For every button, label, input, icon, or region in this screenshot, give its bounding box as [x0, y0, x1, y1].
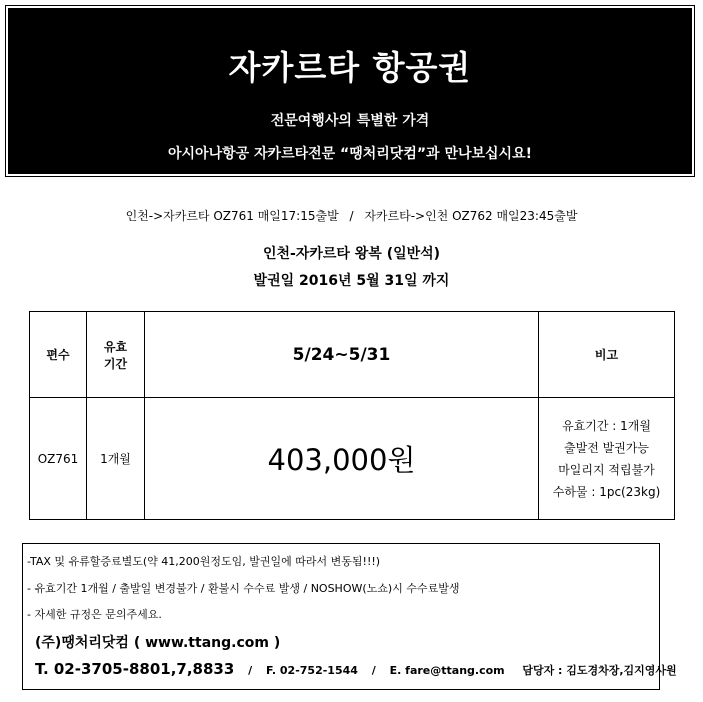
remark-item: 출발전 발권가능 — [564, 440, 649, 455]
header-validity-line2: 기간 — [103, 356, 128, 371]
fare-table — [29, 311, 675, 520]
header-period: 5/24~5/31 — [145, 312, 539, 398]
inbound-route: 자카르타->인천 OZ762 매일23:45출발 — [364, 209, 578, 223]
info-box — [22, 543, 677, 690]
header-remarks: 비고 — [539, 312, 675, 398]
contact-divider: / — [248, 664, 253, 677]
header-banner — [8, 8, 692, 174]
fax-number: F. 02-752-1544 — [266, 664, 358, 677]
banner-subtitle: 전문여행사의 특별한 가격 — [270, 113, 430, 129]
table-header-row — [30, 312, 675, 398]
cell-validity: 1개월 — [87, 398, 145, 520]
flight-route — [0, 207, 703, 224]
banner-tagline: 아시아나항공 자카르타전문 “땡처리닷컴”과 만나보십시요! — [168, 146, 532, 162]
outbound-route: 인천->자카르타 OZ761 매일17:15출발 — [125, 209, 339, 223]
contact-divider: / — [371, 664, 376, 677]
company-name: (주)땡처리닷컴 ( www.ttang.com ) — [35, 635, 281, 651]
issue-deadline: 발권일 2016년 5월 31일 까지 — [253, 273, 450, 289]
table-row — [30, 398, 675, 520]
info-rules-note: - 유효기간 1개월 / 출발일 변경불가 / 환불시 수수료 발생 / NOSHOW(노쇼)시 수수료발생 — [27, 582, 460, 595]
remark-item: 수하물 : 1pc(23kg) — [552, 484, 661, 499]
cell-remarks — [539, 398, 675, 520]
cell-flight: OZ761 — [30, 398, 87, 520]
header-flight: 편수 — [30, 312, 87, 398]
phone-number: T. 02-3705-8801,7,8833 — [35, 660, 235, 678]
remark-item: 마일리지 적립불가 — [558, 462, 655, 477]
manager-info: 담당자 : 김도경차장,김지영사원 — [522, 664, 677, 677]
fare-title: 인천-자카르타 왕복 (일반석) — [262, 246, 441, 262]
contact-line — [35, 660, 677, 678]
header-validity-line1: 유효 — [103, 339, 128, 354]
cell-price: 403,000원 — [145, 398, 539, 520]
page-title: 자카르타 항공권 — [228, 48, 472, 87]
info-tax-note: -TAX 및 유류할증료별도(약 41,200원정도임, 발권일에 따라서 변동됨!!!) — [27, 555, 381, 568]
remark-item: 유효기간 : 1개월 — [562, 418, 651, 433]
route-separator: / — [349, 209, 354, 223]
info-inquiry-note: - 자세한 규정은 문의주세요. — [27, 608, 162, 621]
header-validity — [87, 312, 145, 398]
email-address: E. fare@ttang.com — [389, 664, 505, 677]
